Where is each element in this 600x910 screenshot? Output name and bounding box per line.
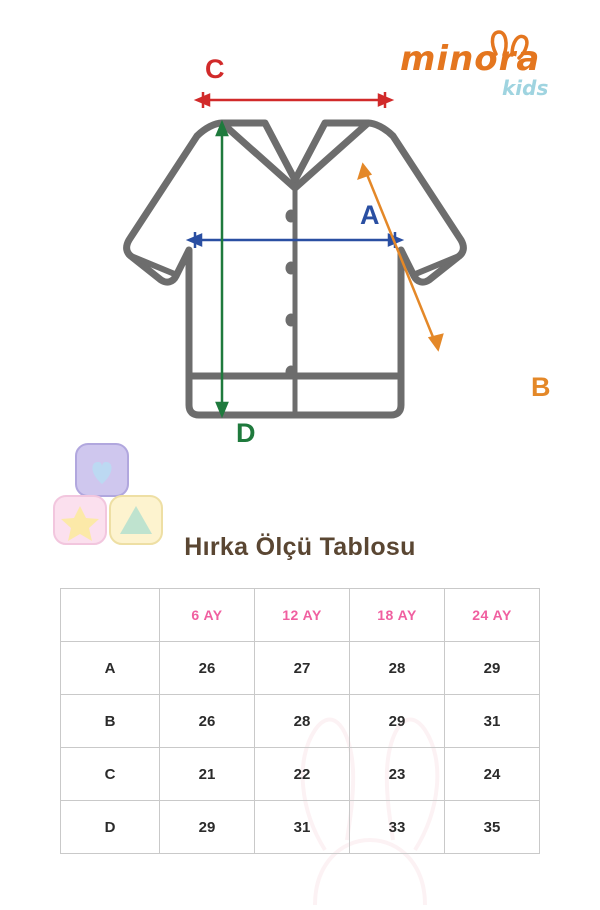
cell-a-12ay: 27 bbox=[255, 642, 350, 695]
logo-subtext: kids bbox=[502, 76, 549, 100]
column-header-18ay: 18 AY bbox=[350, 589, 445, 642]
cell-b-24ay: 31 bbox=[445, 695, 540, 748]
label-d: D bbox=[236, 418, 256, 448]
cell-c-24ay: 24 bbox=[445, 748, 540, 801]
measure-c-arrow bbox=[197, 92, 391, 108]
cell-a-18ay: 28 bbox=[350, 642, 445, 695]
column-header-24ay: 24 AY bbox=[445, 589, 540, 642]
label-b: B bbox=[531, 372, 551, 402]
logo-wordmark: minora bbox=[400, 39, 541, 79]
table-row bbox=[61, 748, 540, 801]
cell-c-6ay: 21 bbox=[160, 748, 255, 801]
cell-b-6ay: 26 bbox=[160, 695, 255, 748]
table-row bbox=[61, 801, 540, 854]
row-label-c: C bbox=[61, 748, 160, 801]
cell-d-24ay: 35 bbox=[445, 801, 540, 854]
table-row bbox=[61, 642, 540, 695]
cell-a-6ay: 26 bbox=[160, 642, 255, 695]
cell-b-18ay: 29 bbox=[350, 695, 445, 748]
cell-d-18ay: 33 bbox=[350, 801, 445, 854]
table-row bbox=[61, 695, 540, 748]
cell-c-18ay: 23 bbox=[350, 748, 445, 801]
column-header-6ay: 6 AY bbox=[160, 589, 255, 642]
cell-d-6ay: 29 bbox=[160, 801, 255, 854]
table-corner-cell bbox=[61, 589, 160, 642]
size-table-wrapper bbox=[60, 588, 540, 854]
cell-b-12ay: 28 bbox=[255, 695, 350, 748]
column-header-12ay: 12 AY bbox=[255, 589, 350, 642]
cell-c-12ay: 22 bbox=[255, 748, 350, 801]
row-label-b: B bbox=[61, 695, 160, 748]
label-c: C bbox=[205, 54, 225, 84]
cell-d-12ay: 31 bbox=[255, 801, 350, 854]
table-header-row bbox=[61, 589, 540, 642]
page-title: Hırka Ölçü Tablosu bbox=[184, 533, 416, 561]
row-label-d: D bbox=[61, 801, 160, 854]
size-table bbox=[60, 588, 540, 854]
cell-a-24ay: 29 bbox=[445, 642, 540, 695]
row-label-a: A bbox=[61, 642, 160, 695]
cardigan-diagram bbox=[85, 60, 505, 460]
label-a: A bbox=[360, 200, 380, 230]
